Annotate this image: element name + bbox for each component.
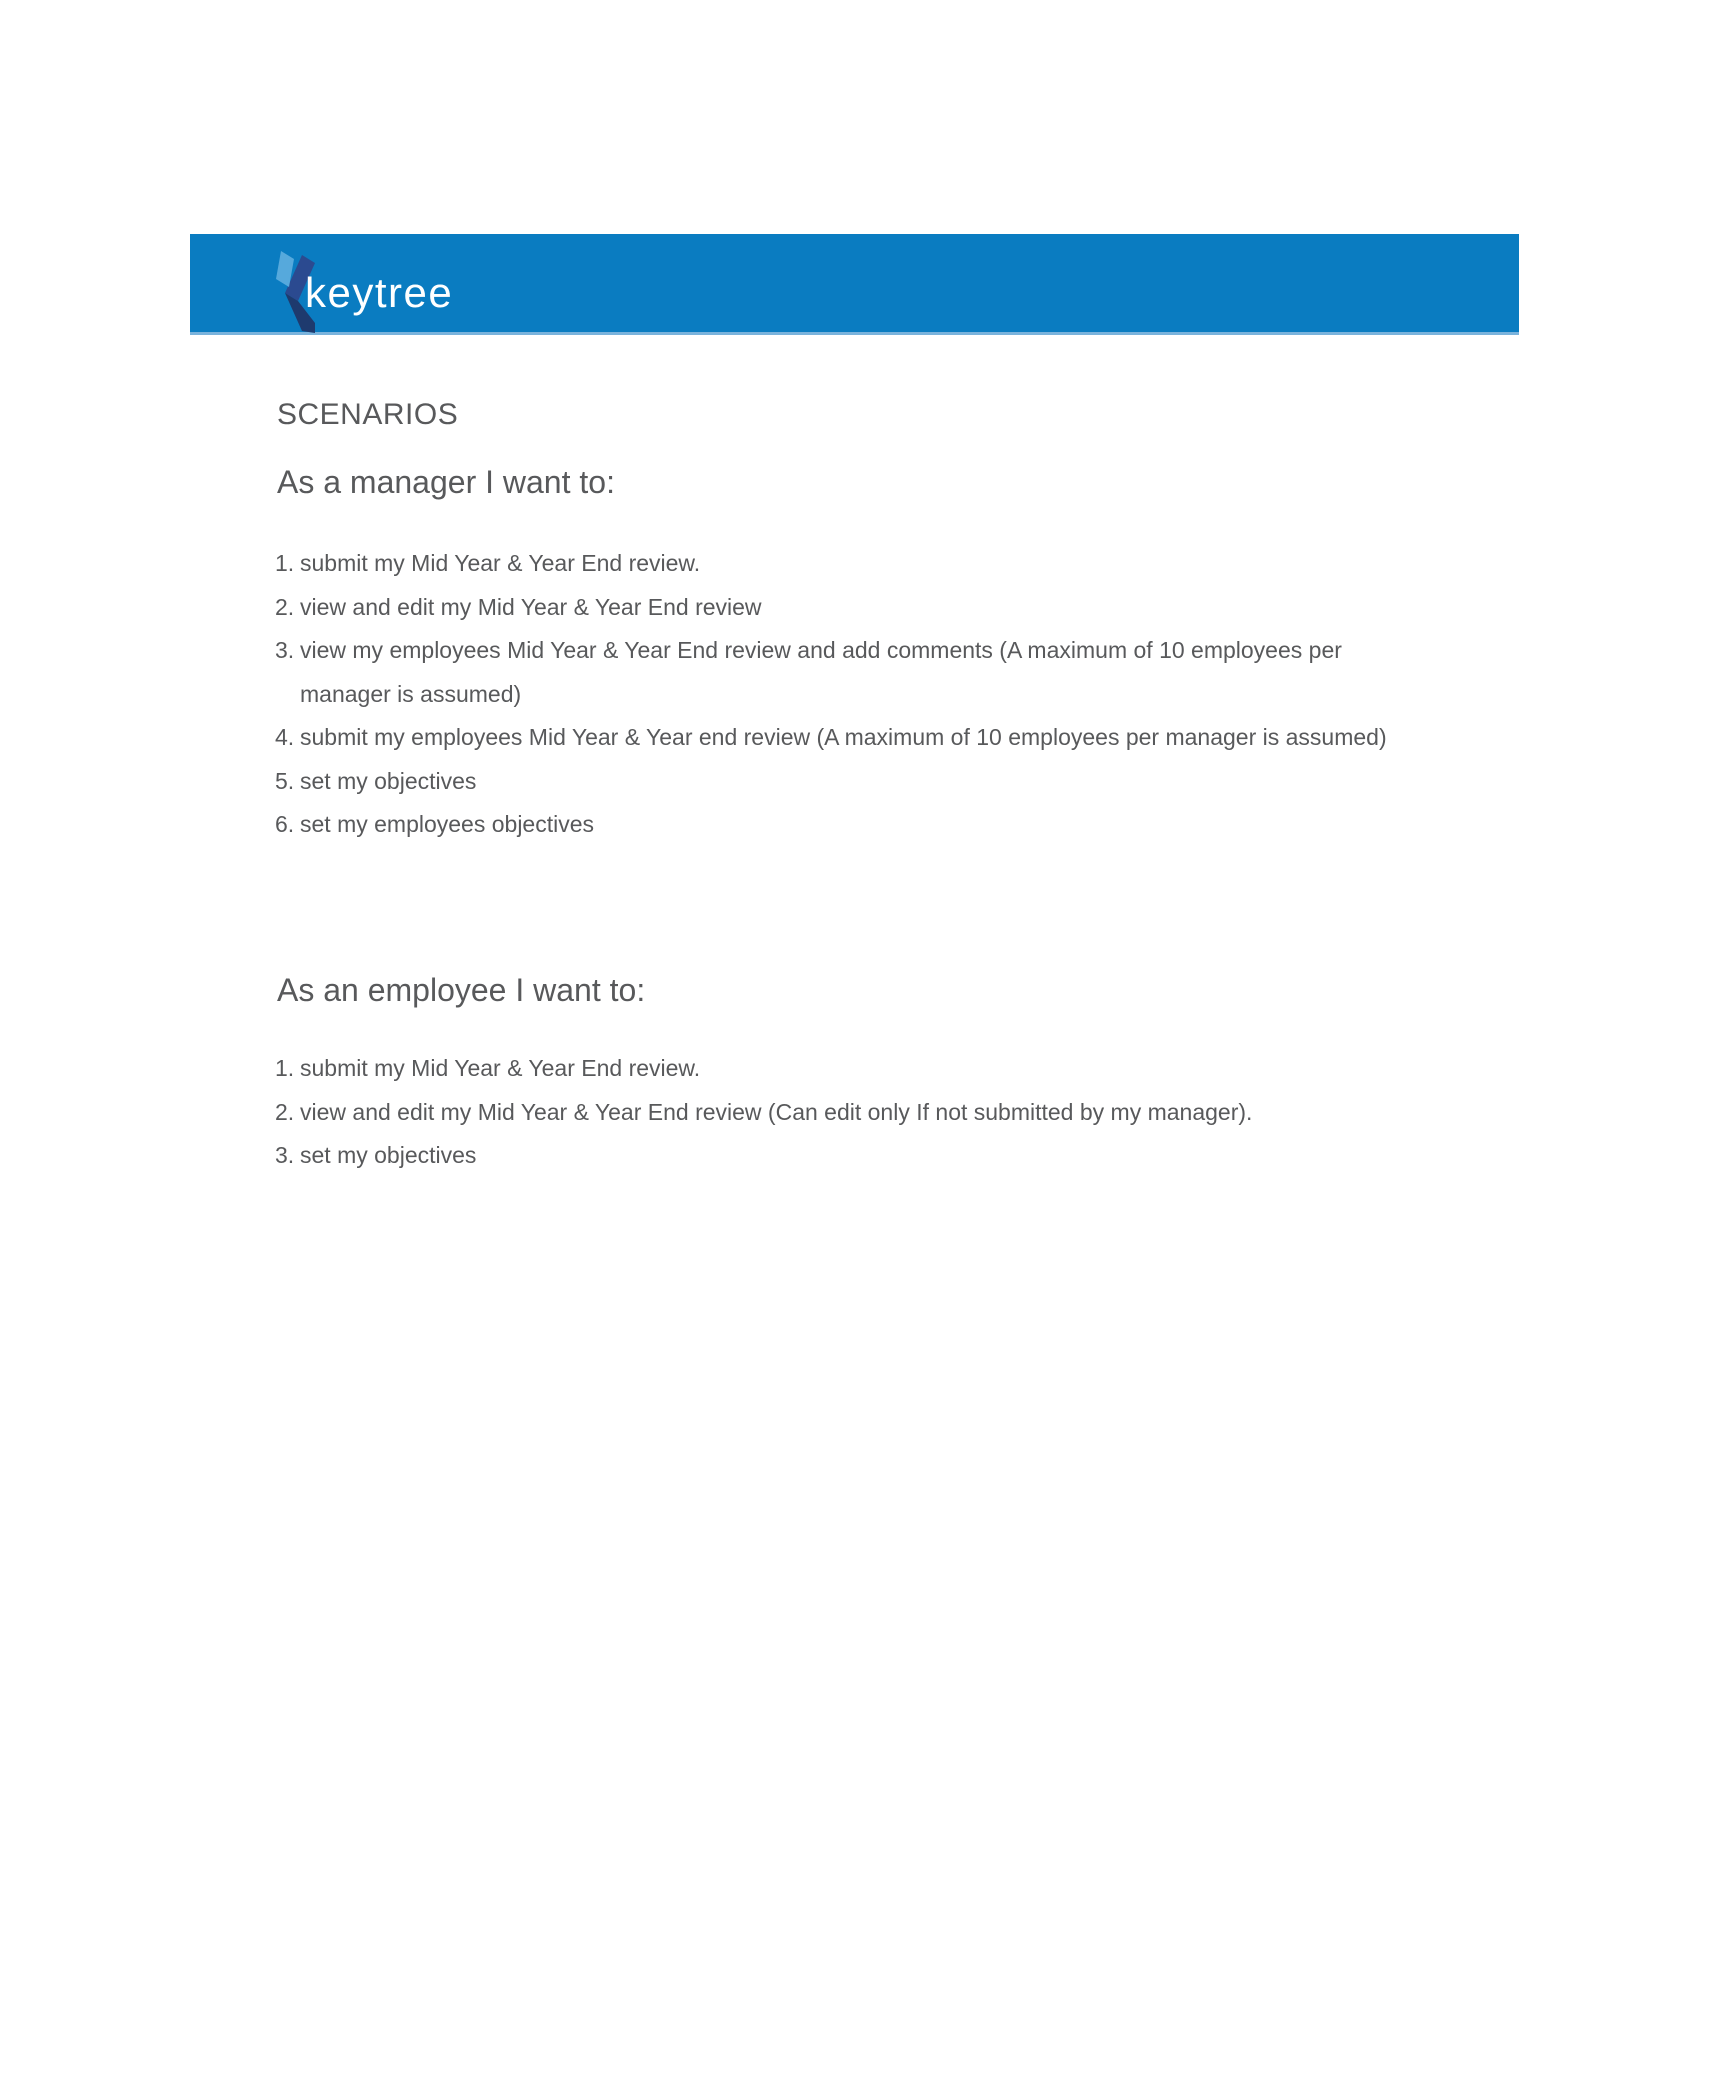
list-item bbox=[275, 1047, 1425, 1091]
list-item-number bbox=[275, 716, 294, 760]
list-item-text: submit my Mid Year & Year End review. bbox=[300, 1055, 701, 1081]
page-title: SCENARIOS bbox=[277, 398, 459, 431]
list-item bbox=[275, 629, 1425, 716]
list-item-number bbox=[275, 803, 294, 847]
header-banner bbox=[190, 234, 1519, 335]
list-item bbox=[275, 542, 1425, 586]
list-item-number bbox=[275, 1047, 294, 1091]
list-item bbox=[275, 1134, 1425, 1178]
section-heading-employee: As an employee I want to: bbox=[277, 972, 646, 1008]
list-item-text: set my objectives bbox=[300, 767, 477, 794]
manager-scenario-list bbox=[275, 542, 1425, 847]
list-item-text: set my employees objectives bbox=[300, 811, 595, 837]
list-item bbox=[275, 760, 1425, 804]
list-item-number bbox=[275, 1091, 294, 1135]
list-item-number bbox=[275, 629, 294, 673]
list-item-number bbox=[275, 1134, 294, 1178]
list-item-number bbox=[275, 586, 294, 630]
list-item-text: view my employees Mid Year & Year End review and add comments (A maximum of 10 employees per manager is assumed) bbox=[300, 637, 1342, 707]
list-item bbox=[275, 586, 1425, 630]
list-item-text: submit my Mid Year & Year End review. bbox=[300, 550, 701, 576]
list-item bbox=[275, 1091, 1425, 1135]
keytree-logo bbox=[273, 248, 693, 332]
section-heading-manager: As a manager I want to: bbox=[277, 464, 615, 500]
list-item-text: view and edit my Mid Year & Year End review (Can edit only If not submitted by my manager). bbox=[300, 1098, 1253, 1125]
list-item bbox=[275, 803, 1425, 847]
list-item-number bbox=[275, 542, 294, 586]
list-item-text: set my objectives bbox=[300, 1142, 477, 1168]
employee-scenario-list bbox=[275, 1047, 1425, 1178]
logo-wordmark: keytree bbox=[305, 269, 454, 316]
list-item-number bbox=[275, 760, 294, 804]
list-item-text: view and edit my Mid Year & Year End review bbox=[300, 593, 762, 620]
list-item bbox=[275, 716, 1425, 760]
list-item-text: submit my employees Mid Year & Year end review (A maximum of 10 employees per manager is assumed) bbox=[300, 724, 1387, 750]
